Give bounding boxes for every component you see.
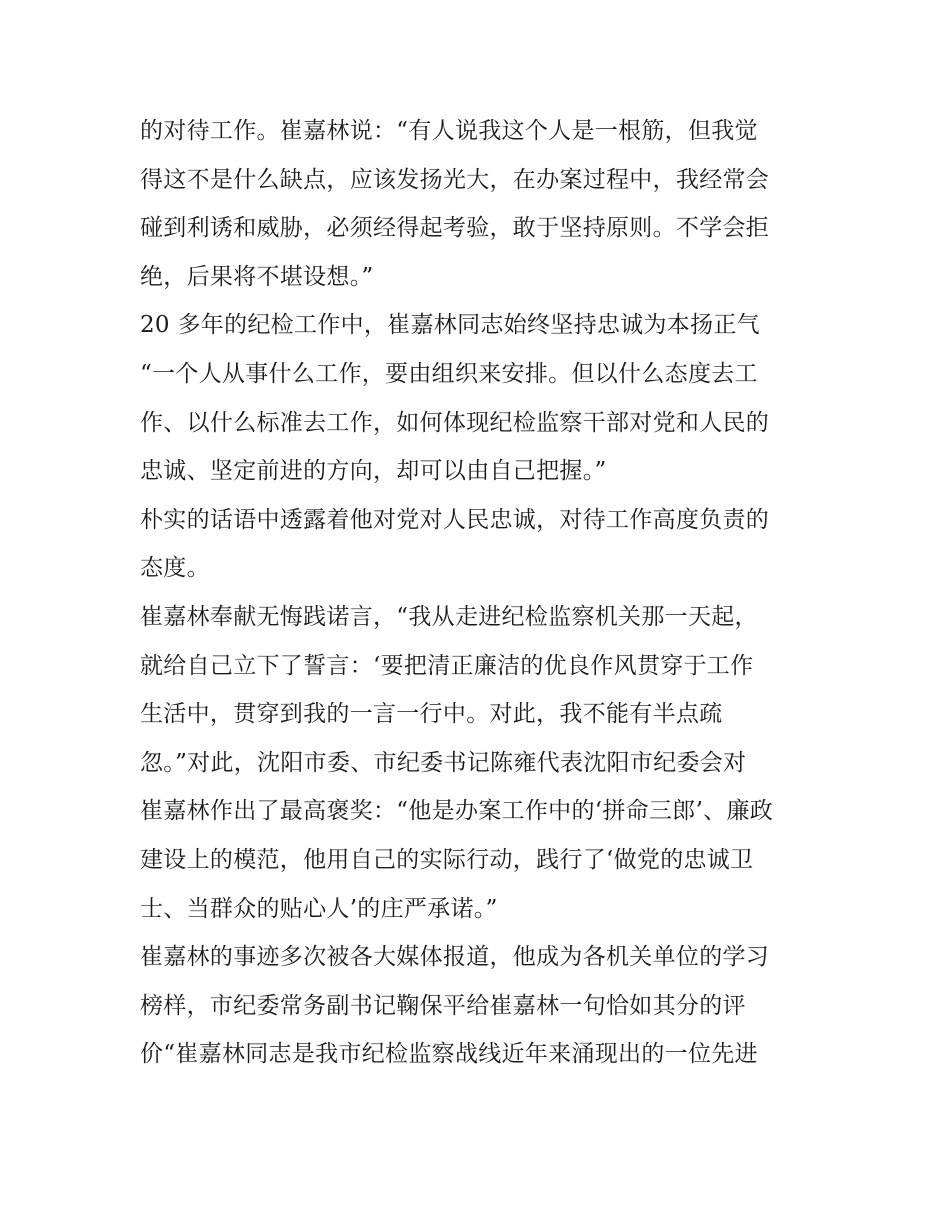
text-line: 得这不是什么缺点，应该发扬光大，在办案过程中，我经常会 <box>140 166 770 193</box>
text-line: 建设上的模范，他用自己的实际行动，践行了‘做党的忠诚卫 <box>140 846 754 873</box>
text-line: 碰到利诱和威胁，必须经得起考验，敢于坚持原则。不学会拒 <box>140 215 770 242</box>
text-line: 崔嘉林的事迹多次被各大媒体报道，他成为各机关单位的学习 <box>140 944 770 971</box>
body-text <box>140 107 820 1079</box>
text-line: “一个人从事什么工作，要由组织来安排。但以什么态度去工 <box>140 360 758 387</box>
text-line: 朴实的话语中透露着他对党对人民忠诚，对待工作高度负责的 <box>140 506 770 533</box>
text-line: 生活中，贯穿到我的一言一行中。对此，我不能有半点疏 <box>140 701 723 728</box>
text-line: 20 多年的纪检工作中，崔嘉林同志始终坚持忠诚为本扬正气 <box>140 312 760 339</box>
text-line: 就给自己立下了誓言：‘要把清正廉洁的优良作风贯穿于工作 <box>140 652 754 679</box>
text-line: 绝，后果将不堪设想。” <box>140 263 374 290</box>
text-line: 忽。”对此，沈阳市委、市纪委书记陈雍代表沈阳市纪委会对 <box>140 749 747 776</box>
text-line: 崔嘉林奉献无悔践诺言，“我从走进纪检监察机关那一天起， <box>140 603 758 630</box>
text-line: 态度。 <box>140 555 210 582</box>
text-line: 的对待工作。崔嘉林说：“有人说我这个人是一根筋，但我觉 <box>140 118 758 144</box>
text-line: 士、当群众的贴心人’的庄严承诺。” <box>140 895 498 922</box>
text-line: 忠诚、坚定前进的方向，却可以由自己把握。” <box>140 458 607 485</box>
text-line: 崔嘉林作出了最高褒奖：“他是办案工作中的‘拼命三郎’、廉政 <box>140 798 774 825</box>
text-line: 榜样，市纪委常务副书记鞠保平给崔嘉林一句恰如其分的评 <box>140 992 746 1019</box>
text-line: 价“崔嘉林同志是我市纪检监察战线近年来涌现出的一位先进 <box>140 1041 758 1068</box>
text-line: 作、以什么标准去工作，如何体现纪检监察干部对党和人民的 <box>140 409 770 436</box>
